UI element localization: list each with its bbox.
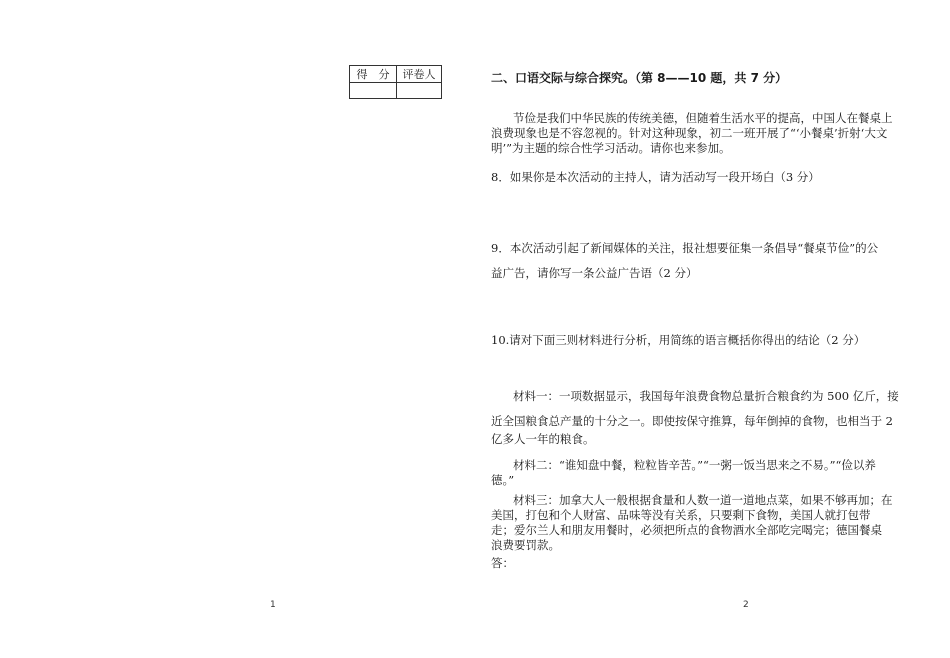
material-1-line-3: 亿多人一年的粮食。	[491, 432, 595, 446]
score-table	[349, 65, 442, 99]
material-1-line-1: 材料一：一项数据显示，我国每年浪费食物总量折合粮食约为 500 亿斤，接	[513, 389, 899, 403]
material-1-line-2: 近全国粮食总产量的十分之一。即使按保守推算，每年倒掉的食物，也相当于 2	[491, 414, 893, 428]
material-3: 材料三：加拿大人一般根据食量和人数一道一道地点菜，如果不够再加；在美国，打包和个人财富、品味等没有关系，只要剩下食物，美国人就打包带走；爱尔兰人和朋友用餐时，必须把所点的食物酒水全部吃完喝完；德国餐桌浪费要罚款。	[491, 493, 893, 552]
score-table-header	[350, 66, 442, 83]
page-number-left: 1	[270, 600, 276, 610]
score-header-cell: 得 分	[350, 66, 397, 83]
question-8: 8．如果你是本次活动的主持人，请为活动写一段开场白（3 分）	[491, 170, 820, 184]
score-table-row	[350, 83, 442, 99]
question-9-line-1: 9．本次活动引起了新闻媒体的关注，报社想要征集一条倡导“餐桌节俭”的公	[491, 241, 879, 255]
grader-value-cell[interactable]	[397, 83, 442, 99]
material-2: 材料二：“谁知盘中餐，粒粒皆辛苦。”“一粥一饭当思来之不易。”“俭以养德。”	[491, 458, 876, 487]
score-value-cell[interactable]	[350, 83, 397, 99]
grader-header-cell: 评卷人	[397, 66, 442, 83]
page-number-right: 2	[743, 600, 749, 610]
section-intro: 节俭是我们中华民族的传统美德，但随着生活水平的提高，中国人在餐桌上浪费现象也是不容忽视的。针对这种现象，初二一班开展了“‘小餐桌’折射‘大文明’”为主题的综合性学习活动。请你也来参加。	[491, 111, 893, 155]
question-10: 10.请对下面三则材料进行分析，用简练的语言概括你得出的结论（2 分）	[491, 333, 866, 347]
question-9-line-2: 益广告，请你写一条公益广告语（2 分）	[491, 266, 698, 280]
answer-label: 答：	[491, 556, 514, 570]
section-title: 二、口语交际与综合探究。（第 8——10 题，共 7 分）	[491, 71, 788, 85]
